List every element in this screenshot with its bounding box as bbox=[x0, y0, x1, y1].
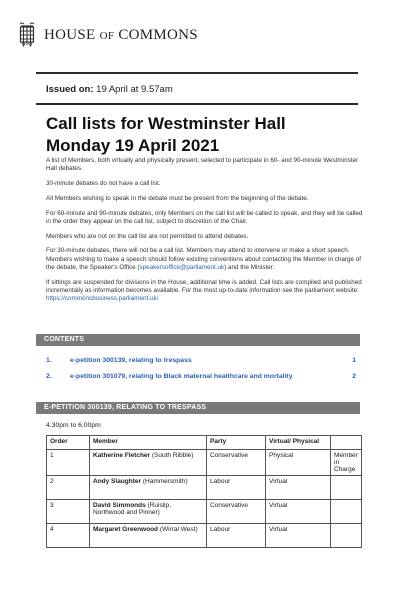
issued-label: Issued on: bbox=[46, 84, 94, 95]
cell-party: Labour bbox=[207, 524, 266, 548]
table-row bbox=[47, 476, 362, 500]
debate-time: 4.30pm to 6.00pm bbox=[46, 422, 101, 429]
cell-party: Labour bbox=[207, 476, 266, 500]
top-rule bbox=[36, 72, 358, 74]
speakers-office-email-link[interactable]: speakersoffice@parliament.uk bbox=[139, 263, 225, 271]
paragraph-suspensions: If sittings are suspended for divisions in the House, additional time is added. Call lists are compiled and published incrementally as information becomes available. For the most up-to-date information see the parliament website: https://commonsbusiness.parliament.uk/ bbox=[46, 278, 362, 302]
paragraph: 30-minute debates do not have a call list. bbox=[46, 180, 161, 187]
table-row bbox=[47, 500, 362, 524]
contents-item[interactable]: 1. e-petition 300139, relating to trespass 1 bbox=[46, 357, 356, 364]
issued-on bbox=[46, 84, 173, 95]
page-title bbox=[46, 113, 366, 157]
column-header-party: Party bbox=[207, 436, 266, 450]
cell-mode: Physical bbox=[266, 450, 331, 476]
cell-note bbox=[331, 524, 362, 548]
cell-order: 1 bbox=[47, 450, 90, 476]
cell-note bbox=[331, 500, 362, 524]
section-heading: E-PETITION 300139, RELATING TO TRESPASS bbox=[36, 402, 360, 414]
column-header-note bbox=[331, 436, 362, 450]
cell-mode: Virtual bbox=[266, 524, 331, 548]
table-row bbox=[47, 524, 362, 548]
parliament-website-link[interactable]: https://commonsbusiness.parliament.uk/ bbox=[46, 295, 159, 302]
cell-member: Katherine Fletcher (South Ribble) bbox=[90, 450, 207, 476]
intro-paragraphs bbox=[46, 157, 366, 310]
contents-item-link[interactable]: e-petition 301079, relating to Black maternal healthcare and mortality bbox=[70, 373, 293, 380]
cell-order: 3 bbox=[47, 500, 90, 524]
contents-item-link[interactable]: e-petition 300139, relating to trespass bbox=[70, 357, 192, 364]
cell-order: 4 bbox=[47, 524, 90, 548]
column-header-member: Member bbox=[90, 436, 207, 450]
cell-party: Conservative bbox=[207, 450, 266, 476]
contents-item[interactable]: 2. e-petition 301079, relating to Black maternal healthcare and mortality 2 bbox=[46, 373, 356, 380]
paragraph: A list of Members, both virtually and physically present, selected to participate in 60- and 90-minute Westminster Hall debates. bbox=[46, 157, 359, 173]
paragraph: Members who are not on the call list are not permitted to attend debates. bbox=[46, 232, 249, 240]
issued-value: 19 April at 9.57am bbox=[96, 84, 173, 95]
contents-heading: CONTENTS bbox=[36, 334, 360, 346]
call-list-table bbox=[46, 435, 362, 548]
cell-member: Andy Slaughter (Hammersmith) bbox=[90, 476, 207, 500]
cell-member: Margaret Greenwood (Wirral West) bbox=[90, 524, 207, 548]
portcullis-logo-icon bbox=[18, 22, 36, 48]
cell-member: David Simmonds (Ruislip, Northwood and Pinner) bbox=[90, 500, 207, 524]
title-line-1: Call lists for Westminster Hall bbox=[46, 114, 286, 133]
house-name: HOUSE OF COMMONS bbox=[44, 26, 198, 43]
cell-note: Member in Charge bbox=[331, 450, 362, 476]
cell-mode: Virtual bbox=[266, 500, 331, 524]
paragraph: All Members wishing to speak in the debate must be present from the beginning of the debate. bbox=[46, 194, 309, 202]
paragraph: For 60-minute and 90-minute debates, only Members on the call list will be called to speak, and they will be called in the order they appear on the call list, subject to discretion of the Chair. bbox=[46, 209, 363, 225]
issued-rule bbox=[36, 103, 358, 105]
cell-mode: Virtual bbox=[266, 476, 331, 500]
table-header-row bbox=[47, 436, 362, 450]
column-header-virtual-physical: Virtual/ Physical bbox=[266, 436, 331, 450]
column-header-order: Order bbox=[47, 436, 90, 450]
title-line-2: Monday 19 April 2021 bbox=[46, 136, 220, 155]
cell-party: Conservative bbox=[207, 500, 266, 524]
cell-order: 2 bbox=[47, 476, 90, 500]
cell-note bbox=[331, 476, 362, 500]
document-header bbox=[18, 22, 198, 48]
paragraph-speakers-office: For 30-minute debates, there will not be a call list. Members may attend to intervene or make a short speech. Members wishing to make a speech should follow existing conventions about contacting the Member in charge of the debate, the Speaker's Office (speakersoffice@parliament.uk) and the Minister. bbox=[46, 247, 362, 271]
table-row bbox=[47, 450, 362, 476]
